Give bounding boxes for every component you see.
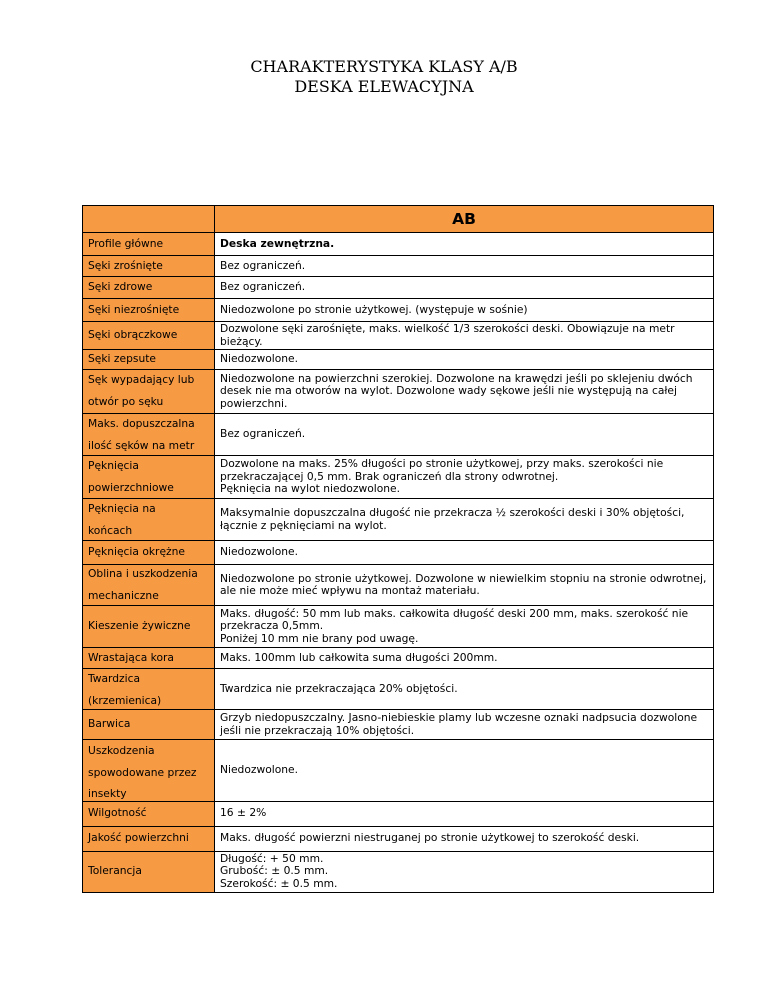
table-row bbox=[83, 710, 714, 740]
row-value: Niedozwolone. bbox=[215, 740, 714, 802]
row-label-line: końcach bbox=[88, 523, 133, 537]
title-line-2: DESKA ELEWACYJNA bbox=[294, 77, 474, 96]
row-label bbox=[83, 370, 215, 414]
row-value: Grzyb niedopuszczalny. Jasno-niebieskie plamy lub wczesne oznaki nadpsucia dozwolone jeśli nie przekraczają 10% objętości. bbox=[215, 710, 714, 740]
table-row bbox=[83, 740, 714, 802]
table-header-row bbox=[83, 206, 714, 233]
row-value: Maks. długość powierzni niestruganej po stronie użytkowej to szerokość deski. bbox=[215, 826, 714, 851]
row-value: Maks. długość: 50 mm lub maks. całkowita długość deski 200 mm, maks. szerokość nie przekracza 0,5mm. Poniżej 10 mm nie brany pod uwagę. bbox=[215, 606, 714, 648]
table-row bbox=[83, 370, 714, 414]
table-row bbox=[83, 277, 714, 299]
table-row bbox=[83, 648, 714, 669]
row-label-line: Uszkodzenia bbox=[88, 744, 155, 757]
row-label-line: Twardzica bbox=[88, 672, 141, 685]
row-label: Sęki niezrośnięte bbox=[83, 299, 215, 322]
table-row bbox=[83, 606, 714, 648]
row-label: Barwica bbox=[83, 710, 215, 740]
table-row bbox=[83, 456, 714, 499]
row-label-line: otwór po sęku bbox=[88, 394, 164, 408]
row-label bbox=[83, 565, 215, 606]
row-label: Sęki zrośnięte bbox=[83, 256, 215, 277]
table-row bbox=[83, 299, 714, 322]
table-row bbox=[83, 669, 714, 710]
row-label-line: (krzemienica) bbox=[88, 693, 162, 707]
table-row bbox=[83, 350, 714, 370]
row-value: Niedozwolone po stronie użytkowej. Dozwolone w niewielkim stopniu na stronie odwrotnej, ale nie może mieć wpływu na montaż materiału. bbox=[215, 565, 714, 606]
row-value: Niedozwolone na powierzchni szerokiej. Dozwolone na krawędzi jeśli po sklejeniu dwóch desek nie ma otworów na wylot. Dozwolone wady sękowe jeśli nie występują na całej powierzchni. bbox=[215, 370, 714, 414]
row-value: Niedozwolone po stronie użytkowej. (występuje w sośnie) bbox=[215, 299, 714, 322]
table-row bbox=[83, 541, 714, 565]
row-label bbox=[83, 740, 215, 802]
row-label bbox=[83, 456, 215, 499]
row-label: Sęki zepsute bbox=[83, 350, 215, 370]
row-value: 16 ± 2% bbox=[215, 801, 714, 826]
row-label: Sęki zdrowe bbox=[83, 277, 215, 299]
row-value: Niedozwolone. bbox=[215, 541, 714, 565]
row-label: Wrastająca kora bbox=[83, 648, 215, 669]
table-row bbox=[83, 801, 714, 826]
table-row bbox=[83, 233, 714, 256]
row-value: Bez ograniczeń. bbox=[215, 277, 714, 299]
row-label bbox=[83, 499, 215, 541]
row-value: Twardzica nie przekraczająca 20% objętości. bbox=[215, 669, 714, 710]
row-label bbox=[83, 669, 215, 710]
row-label-line: ilość sęków na metr bbox=[88, 438, 195, 452]
row-label: Profile główne bbox=[83, 233, 215, 256]
table-row bbox=[83, 565, 714, 606]
row-label: Tolerancja bbox=[83, 851, 215, 892]
table-row bbox=[83, 851, 714, 892]
row-label-line: mechaniczne bbox=[88, 588, 159, 602]
row-value: Długość: + 50 mm. Grubość: ± 0.5 mm. Szerokość: ± 0.5 mm. bbox=[215, 851, 714, 892]
row-label-line: Pęknięcia bbox=[88, 459, 139, 472]
row-value: Bez ograniczeń. bbox=[215, 414, 714, 456]
row-label-line: powierzchniowe bbox=[88, 480, 174, 494]
row-label: Jakość powierzchni bbox=[83, 826, 215, 851]
header-empty-cell bbox=[83, 206, 215, 233]
row-label-line: Sęk wypadający lub bbox=[88, 373, 195, 386]
row-label: Kieszenie żywiczne bbox=[83, 606, 215, 648]
table-row bbox=[83, 826, 714, 851]
row-label: Sęki obrączkowe bbox=[83, 322, 215, 350]
row-label-line: Oblina i uszkodzenia bbox=[88, 567, 198, 580]
row-label-line: Pęknięcia na bbox=[88, 502, 156, 515]
row-value: Maksymalnie dopuszczalna długość nie przekracza ½ szerokości deski i 30% objętości, łącznie z pęknięciami na wylot. bbox=[215, 499, 714, 541]
row-value: Maks. 100mm lub całkowita suma długości 200mm. bbox=[215, 648, 714, 669]
header-class-cell: AB bbox=[215, 206, 714, 233]
table-row bbox=[83, 499, 714, 541]
spec-table bbox=[82, 205, 714, 893]
table-row bbox=[83, 256, 714, 277]
row-value: Bez ograniczeń. bbox=[215, 256, 714, 277]
row-value: Niedozwolone. bbox=[215, 350, 714, 370]
row-value: Deska zewnętrzna. bbox=[215, 233, 714, 256]
title-line-1: CHARAKTERYSTYKA KLASY A/B bbox=[250, 57, 518, 76]
row-label bbox=[83, 414, 215, 456]
row-label-line: Maks. dopuszczalna bbox=[88, 417, 195, 430]
row-label-line: insekty bbox=[88, 787, 127, 800]
row-label: Wilgotność bbox=[83, 801, 215, 826]
table-row bbox=[83, 322, 714, 350]
row-value: Dozwolone na maks. 25% długości po stronie użytkowej, przy maks. szerokości nie przekraczającej 0,5 mm. Brak ograniczeń dla strony odwrotnej. Pęknięcia na wylot niedozwolone. bbox=[215, 456, 714, 499]
row-label: Pęknięcia okrężne bbox=[83, 541, 215, 565]
row-label-line: spowodowane przez bbox=[88, 765, 197, 779]
document-title bbox=[0, 57, 768, 97]
table-row bbox=[83, 414, 714, 456]
row-value: Dozwolone sęki zarośnięte, maks. wielkość 1/3 szerokości deski. Obowiązuje na metr bieżący. bbox=[215, 322, 714, 350]
